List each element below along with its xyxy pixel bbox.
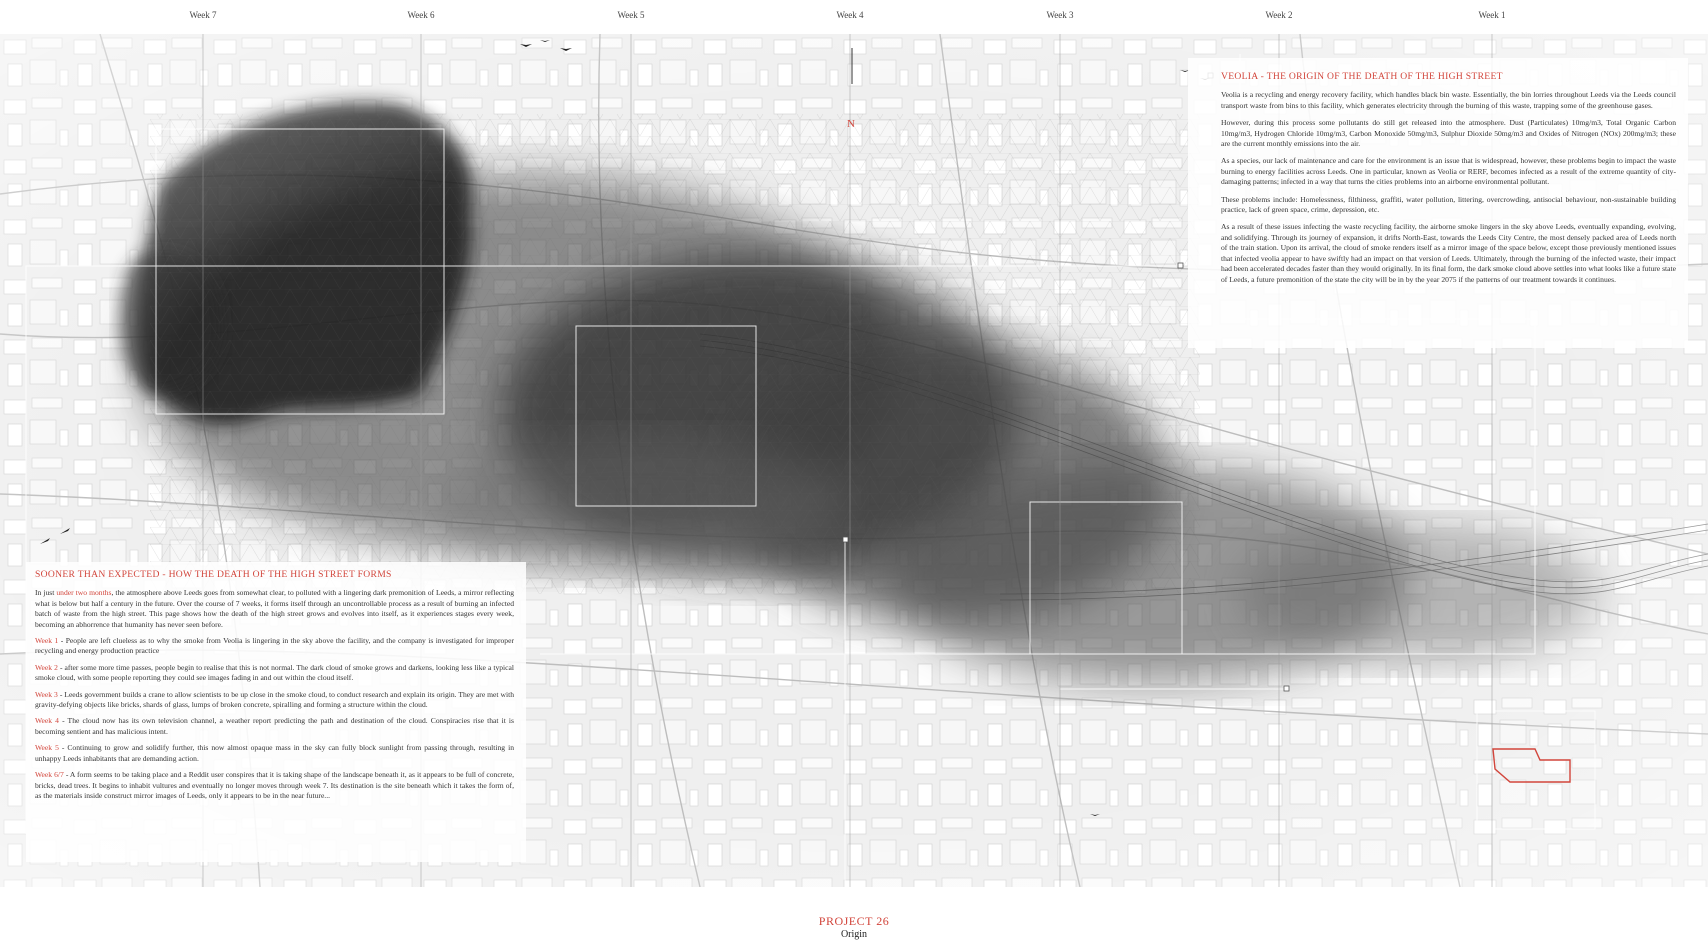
- week-entry-label: Week 4: [35, 716, 59, 726]
- week-entry-text: - Leeds government builds a crane to allow scientists to be up close in the smoke cloud, to conduct research and explain its origin. They are met with gravity-defying objects like bricks, shards of glass, lumps of broken concrete, spiralling and forming a structure within the cloud.: [35, 689, 514, 710]
- sooner-panel: [26, 562, 526, 862]
- week-timeline: [0, 0, 1708, 34]
- week-entry-text: - The cloud now has its own television channel, a weather report predicting the path and destination of the cloud. Conspiracies rise that it is becoming sentient and has malicious intent.: [35, 716, 514, 736]
- week-entry-4: [35, 716, 514, 737]
- project-subtitle: Origin: [840, 929, 868, 940]
- week-entry-label: Week 2: [35, 662, 58, 672]
- veolia-paragraph: These problems include: Homelessness, filthiness, graffiti, water pollution, littering, overcrowding, antisocial behaviour, non-sustainable building practice, lack of green space, crime, depression, etc.: [1221, 194, 1676, 215]
- week-entry-2: [35, 663, 514, 684]
- week-entry-label: Week 3: [35, 689, 58, 699]
- week-label-1: Week 1: [1478, 10, 1506, 20]
- veolia-panel-title: VEOLIA - THE ORIGIN OF THE DEATH OF THE HIGH STREET: [1221, 71, 1503, 82]
- week-label-3: Week 3: [1046, 10, 1074, 20]
- week-entry-label: Week 1: [35, 636, 59, 646]
- project-title: PROJECT 26: [818, 914, 890, 928]
- week-entry-1: [35, 636, 514, 657]
- intro-text-start: In just: [35, 588, 57, 598]
- week-label-4: Week 4: [836, 10, 864, 20]
- week-entry-text: - People are left clueless as to why the smoke from Veolia is lingering in the sky above the facility, and the company is investigated for improper recycling and energy production practice: [35, 636, 515, 656]
- week-entry-label: Week 5: [35, 743, 59, 753]
- veolia-paragraph: As a species, our lack of maintenance and care for the environment is an issue that is widespread, however, these problems begin to impact the waste burning to energy facilities across Leeds. One in particular, known as Veolia or RERF, becomes infected as a result of the extreme quantity of city-damaging patterns; infected in a way that turns the cities problems into an airborne environmental pollutant.: [1221, 156, 1676, 187]
- intro-text-end: , the atmosphere above Leeds goes from somewhat clear, to polluted with a lingering dark premonition of Leeds, a mirror reflecting what is below but half a century in the future. Over the course of 7 weeks, it forms itself through an uncontrollable process as a result of burning an infected batch of waste from the high street. This page shows how the death of the high street grows and evolves into itself, as it experiences stages every week, becoming an abhorrence that humanity has never seen before.: [35, 588, 514, 629]
- week-entry-6-7: [35, 770, 514, 801]
- intro-highlight: under two months: [56, 588, 112, 598]
- week-label-6: Week 6: [407, 10, 435, 20]
- veolia-paragraph: However, during this process some pollutants do still get released into the atmosphere. Dust (Particulates) 10mg/m3, Total Organic Carbon 10mg/m3, Hydrogen Chloride 10mg/m3, Carbon Monoxide 50mg/m3, Sulphur Dioxide 50mg/m3 and Oxides of Nitrogen (NOx) 200mg/m3; these are the current monthly emissions into the air.: [1221, 118, 1676, 149]
- sooner-panel-title: SOONER THAN EXPECTED - HOW THE DEATH OF THE HIGH STREET FORMS: [35, 569, 392, 580]
- veolia-paragraph: As a result of these issues infecting the waste recycling facility, the airborne smoke lingers in the sky above Leeds, eventually expanding, evolving, and solidifying. Through its journey of expansion, it drifts North-East, towards the Leeds City Centre, the most densely packed area of Leeds north of the train station. Upon its arrival, the cloud of smoke renders itself as a mirror image of the space below, except those previously mentioned issues that infected veolia appear to have swiftly had an impact on that version of Leeds. Ultimately, through the burning of the infected waste, their impact had been accelerated decades faster than they would originally. In its final form, the dark smoke cloud above settles into what looks like a future state of Leeds, a future premonition of the state the city will be in by the year 2075 if the patterns of our treatment towards it continues.: [1221, 222, 1676, 284]
- week-label-5: Week 5: [617, 10, 645, 20]
- week-entry-label: Week 6/7: [35, 770, 64, 780]
- veolia-panel: [1188, 58, 1688, 348]
- week-entry-3: [35, 690, 514, 711]
- veolia-paragraph: Veolia is a recycling and energy recovery facility, which handles black bin waste. Essentially, the bin lorries throughout Leeds via the Leeds council transport waste from bins to this facility, which generates electricity through the burning of this waste, trapping some of the greenhouse gases.: [1221, 90, 1676, 110]
- week-entry-5: [35, 743, 514, 764]
- week-entry-text: - Continuing to grow and solidify further, this now almost opaque mass in the sky can fully block sunlight from passing through, resulting in unhappy Leeds inhabitants that are demanding action.: [35, 743, 514, 763]
- sooner-intro: [35, 588, 514, 630]
- week-label-7: Week 7: [189, 10, 217, 20]
- north-label: N: [847, 118, 855, 130]
- week-entry-text: - after some more time passes, people begin to realise that this is not normal. The dark cloud of smoke grows and darkens, looking less like a typical smoke cloud, with some people reporting they could see images fading in and out within the cloud itself.: [35, 662, 514, 683]
- week-entry-text: - A form seems to be taking place and a Reddit user conspires that it is taking shape of the landscape beneath it, as it appears to be full of concrete, bricks, dead trees. It begins to inhabit vultures and eventually no longer moves through week 7. Its destination is the site beneath which it takes the form of, as the materials inside construct mirror images of Leeds, only it appears to be in the near future...: [35, 770, 514, 800]
- week-label-2: Week 2: [1265, 10, 1293, 20]
